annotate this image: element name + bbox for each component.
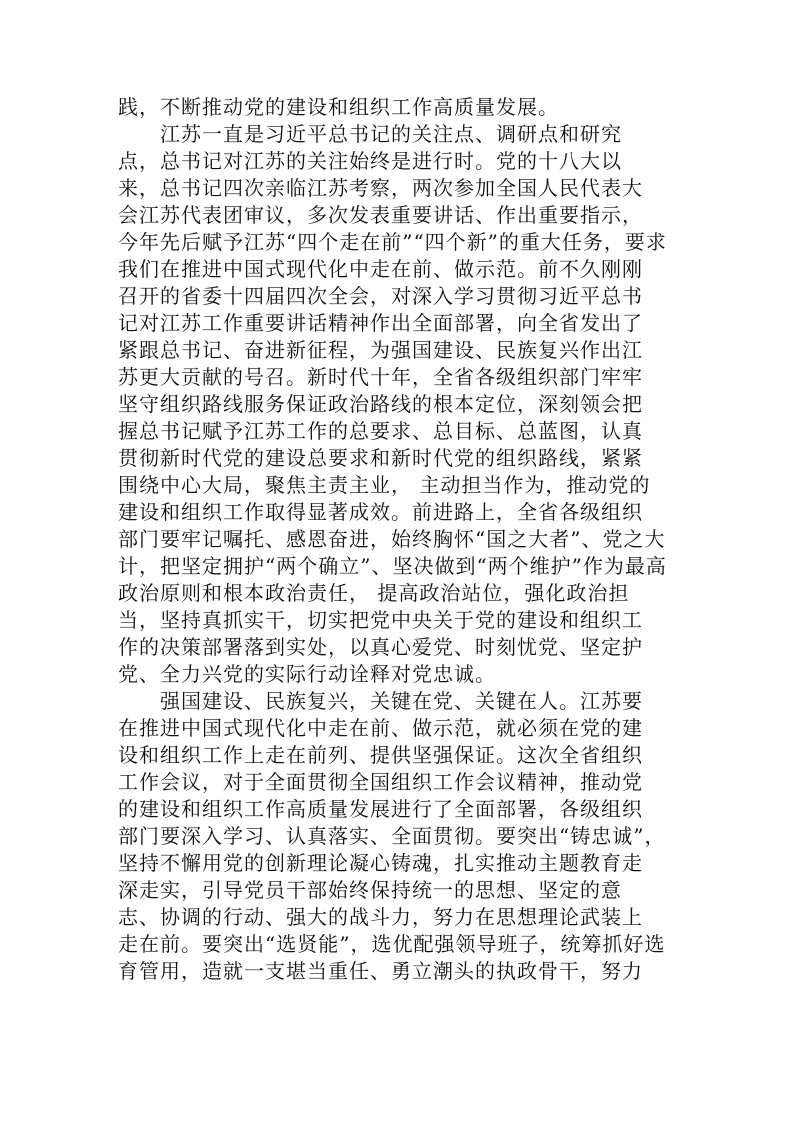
text-line: 我们在推进中国式现代化中走在前、做示范。前不久刚刚	[118, 257, 643, 281]
text-line: 走在前。要突出“选贤能”，选优配强领导班子，统筹抓好选	[118, 932, 666, 956]
text-line: 强国建设、民族复兴，关键在党、关键在人。江苏要	[160, 689, 643, 713]
text-line: 紧跟总书记、奋进新征程，为强国建设、民族复兴作出江	[118, 338, 643, 362]
text-line: 坚守组织路线服务保证政治路线的根本定位，深刻领会把	[118, 392, 643, 416]
text-line: 坚持不懈用党的创新理论凝心铸魂，扎实推动主题教育走	[118, 851, 643, 875]
text-line: 部门要深入学习、认真落实、全面贯彻。要突出“铸忠诚”，	[118, 824, 666, 848]
text-line: 计，把坚定拥护“两个确立”、坚决做到“两个维护”作为最高	[118, 554, 667, 578]
text-line: 苏更大贡献的号召。新时代十年，全省各级组织部门牢牢	[118, 365, 643, 389]
text-line: 践，不断推动党的建设和组织工作高质量发展。	[118, 95, 559, 119]
text-line: 育管用，造就一支堪当重任、勇立潮头的执政骨干，努力	[118, 959, 643, 983]
text-line: 工作会议，对于全面贯彻全国组织工作会议精神，推动党	[118, 770, 643, 794]
text-line: 建设和组织工作取得显著成效。前进路上，全省各级组织	[118, 500, 643, 524]
text-line: 政治原则和根本政治责任， 提高政治站位，强化政治担	[118, 581, 630, 605]
text-line: 作的决策部署落到实处，以真心爱党、时刻忧党、坚定护	[118, 635, 643, 659]
text-line: 江苏一直是习近平总书记的关注点、调研点和研究	[160, 122, 622, 146]
text-line: 深走实，引导党员干部始终保持统一的思想、坚定的意	[118, 878, 622, 902]
text-line: 来，总书记四次亲临江苏考察，两次参加全国人民代表大	[118, 176, 643, 200]
text-line: 记对江苏工作重要讲话精神作出全面部署，向全省发出了	[118, 311, 643, 335]
text-line: 部门要牢记嘱托、感恩奋进，始终胸怀“国之大者”、党之大	[118, 527, 666, 551]
text-line: 围绕中心大局，聚焦主责主业， 主动担当作为，推动党的	[118, 473, 651, 497]
text-line: 志、协调的行动、强大的战斗力，努力在思想理论武装上	[118, 905, 643, 929]
text-line: 在推进中国式现代化中走在前、做示范，就必须在党的建	[118, 716, 643, 740]
text-line: 当，坚持真抓实干，切实把党中央关于党的建设和组织工	[118, 608, 643, 632]
text-line: 点，总书记对江苏的关注始终是进行时。党的十八大以	[118, 149, 622, 173]
text-line: 贯彻新时代党的建设总要求和新时代党的组织路线，紧紧	[118, 446, 643, 470]
text-line: 今年先后赋予江苏“四个走在前”“四个新”的重大任务，要求	[118, 230, 667, 254]
text-line: 的建设和组织工作高质量发展进行了全面部署，各级组织	[118, 797, 643, 821]
text-line: 握总书记赋予江苏工作的总要求、总目标、总蓝图，认真	[118, 419, 643, 443]
text-line: 党、全力兴党的实际行动诠释对党忠诚。	[118, 662, 496, 686]
text-line: 召开的省委十四届四次全会，对深入学习贯彻习近平总书	[118, 284, 643, 308]
text-line: 设和组织工作上走在前列、提供坚强保证。这次全省组织	[118, 743, 643, 767]
text-line: 会江苏代表团审议，多次发表重要讲话、作出重要指示，	[118, 203, 643, 227]
